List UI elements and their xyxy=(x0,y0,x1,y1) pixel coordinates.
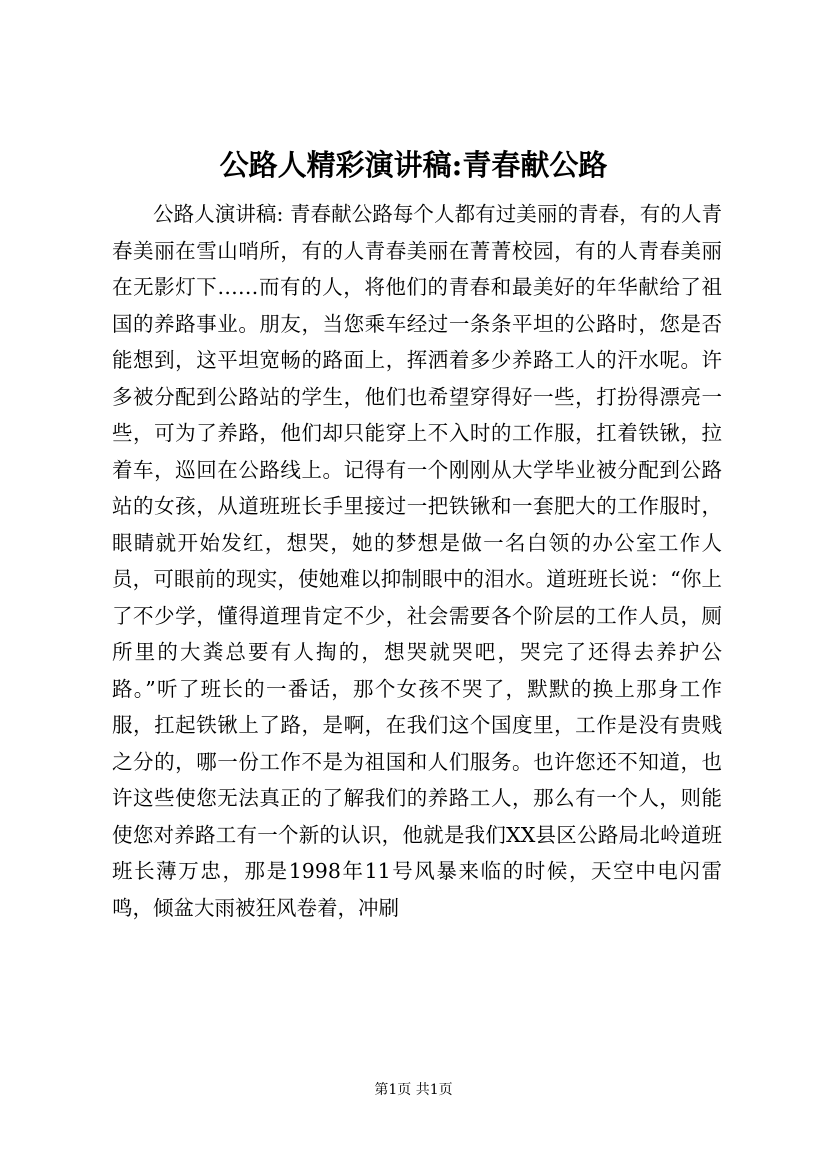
page-number-footer: 第1页 共1页 xyxy=(374,1082,453,1098)
page-title: 公路人精彩演讲稿:青春献公路 xyxy=(219,148,608,182)
body-paragraph: 公路人演讲稿: 青春献公路每个人都有过美丽的青春，有的人青春美丽在雪山哨所，有的人青春美丽在菁菁校园，有的人青春美丽在无影灯下……而有的人，将他们的青春和最美好的年华献给了祖国的养路事业。朋友，当您乘车经过一条条平坦的公路时，您是否能想到，这平坦宽畅的路面上，挥洒着多少养路工人的汗水呢。许多被分配到公路站的学生，他们也希望穿得好一些，打扮得漂亮一些，可为了养路，他们却只能穿上不入时的工作服，扛着铁锹，拉着车，巡回在公路线上。记得有一个刚刚从大学毕业被分配到公路站的女孩，从道班班长手里接过一把铁锹和一套肥大的工作服时，眼睛就开始发红，想哭，她的梦想是做一名白领的办公室工作人员，可眼前的现实，使她难以抑制眼中的泪水。道班班长说：“你上了不少学，懂得道理肯定不少，社会需要各个阶层的工作人员，厕所里的大粪总要有人掏的，想哭就哭吧，哭完了还得去养护公路。”听了班长的一番话，那个女孩不哭了，默默的换上那身工作服，扛起铁锹上了路，是啊，在我们这个国度里，工作是没有贵贱之分的，哪一份工作不是为祖国和人们服务。也许您还不知道，也许这些使您无法真正的了解我们的养路工人，那么有一个人，则能使您对养路工有一个新的认识，他就是我们XX县区公路局北岭道班班长薄万忠，那是1998年11号风暴来临的时候，天空中电闪雷鸣，倾盆大雨被狂风卷着，冲刷 xyxy=(112,202,722,920)
